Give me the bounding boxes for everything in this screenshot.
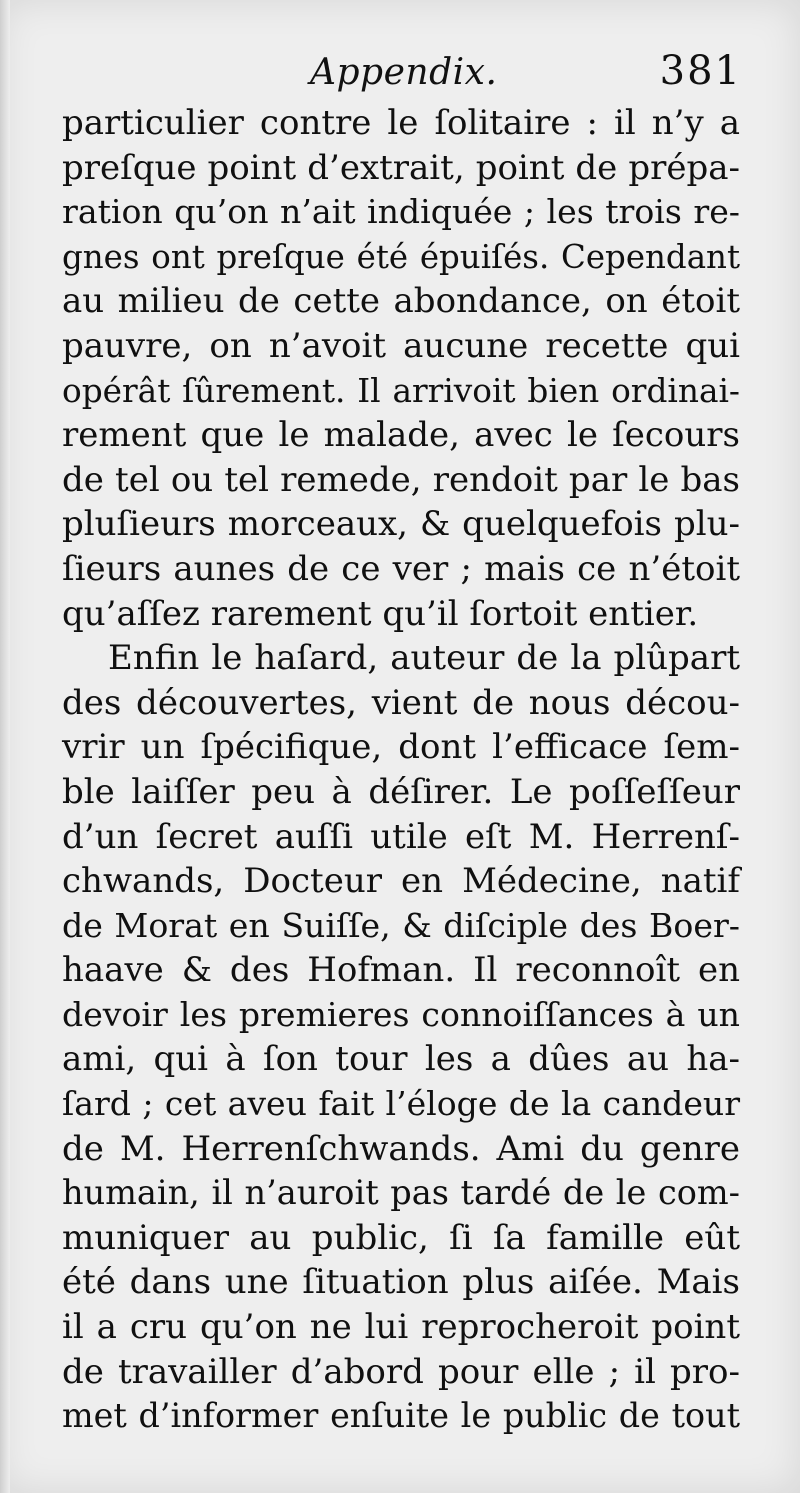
text-line: opérât ſûrement. Il arrivoit bien ordinai-	[62, 371, 740, 410]
text-line: Enfin le haſard, auteur de la plûpart	[108, 638, 740, 679]
text-line: particulier contre le ſolitaire : il n’y a	[62, 103, 740, 143]
text-line: met d’informer enſuite le public de tout	[62, 1396, 740, 1436]
text-line: pauvre, on n’avoit aucune recette qui	[62, 325, 740, 366]
text-line: humain, il n’auroit pas tardé de le com-	[62, 1173, 740, 1213]
text-line: preſque point d’extrait, point de prépa-	[62, 147, 740, 188]
text-line: il a cru qu’on ne lui reprocheroit point	[62, 1307, 740, 1348]
text-line: de tel ou tel remede, rendoit par le bas	[62, 459, 740, 500]
text-line: de Morat en Suiſſe, & diſciple des Boer-	[62, 905, 740, 945]
text-line: chwands, Docteur en Médecine, natif	[62, 861, 740, 902]
text-line: été dans une ſituation plus aiſée. Mais	[62, 1262, 740, 1303]
text-line: ble laiſſer peu à déſirer. Le poſſeſſeur	[62, 771, 740, 812]
text-line: au milieu de cette abondance, on étoit	[62, 281, 740, 322]
page-header	[62, 48, 742, 104]
text-line: pluſieurs morceaux, & quelquefois plu-	[62, 504, 740, 545]
page-number: 381	[659, 48, 742, 94]
text-line: ſard ; cet aveu fait l’éloge de la candeur	[62, 1084, 740, 1124]
text-line: haave & des Hofman. Il reconnoît en	[62, 950, 740, 991]
paragraph-2	[62, 636, 740, 1439]
text-line: de travailler d’abord pour elle ; il pro-	[62, 1351, 740, 1392]
text-line: de M. Herrenſchwands. Ami du genre	[62, 1128, 740, 1169]
text-line: muniquer au public, ſi ſa famille eût	[62, 1217, 740, 1258]
text-line: devoir les premieres connoiſſances à un	[62, 994, 740, 1034]
text-line: gnes ont preſque été épuiſés. Cependant	[62, 237, 740, 276]
paragraph-1	[62, 101, 740, 636]
text-line: qu’aſſez rarement qu’il ſortoit entier.	[62, 593, 699, 634]
text-line: ſieurs aunes de ce ver ; mais ce n’étoit	[62, 548, 740, 589]
page-body	[62, 101, 740, 1439]
running-head: Appendix.	[310, 52, 498, 93]
text-line: des découvertes, vient de nous décou-	[62, 682, 740, 723]
text-line: ration qu’on n’ait indiquée ; les trois re-	[62, 192, 740, 232]
text-line: d’un ſecret auſſi utile eſt M. Herrenſ-	[62, 816, 740, 857]
page-gutter	[0, 0, 10, 1493]
text-line: ami, qui à ſon tour les a dûes au ha-	[62, 1039, 740, 1080]
text-line: vrir un ſpécifique, dont l’efficace ſem-	[62, 727, 740, 768]
text-line: rement que le malade, avec le ſecours	[62, 415, 740, 456]
